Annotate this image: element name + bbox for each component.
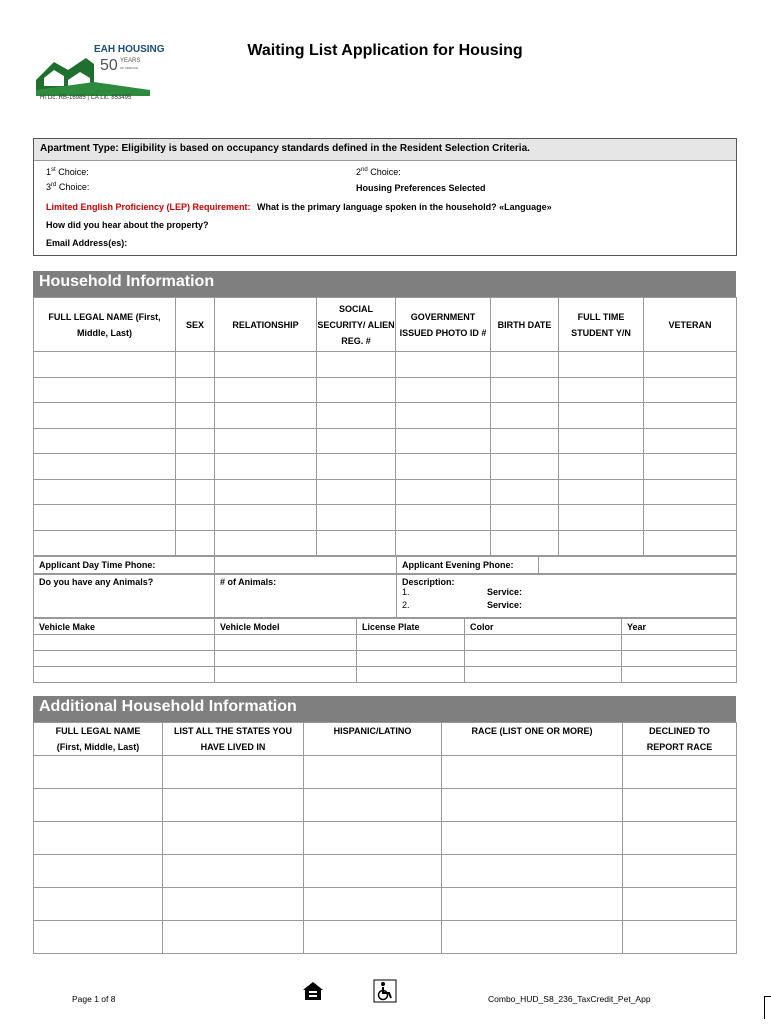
household-header-row <box>34 298 737 352</box>
household-cell[interactable] <box>559 403 644 429</box>
household-cell[interactable] <box>317 530 396 556</box>
page-edge-mark <box>764 996 771 1019</box>
vehicle-cell[interactable] <box>465 635 622 651</box>
lep-requirement <box>46 202 552 212</box>
household-cell[interactable] <box>317 403 396 429</box>
household-cell[interactable] <box>396 479 491 505</box>
household-cell[interactable] <box>491 479 559 505</box>
household-cell[interactable] <box>215 377 317 403</box>
vehicle-cell[interactable] <box>215 667 357 683</box>
vehicle-row <box>34 651 737 667</box>
svg-text:OF SERVICE: OF SERVICE <box>120 66 139 70</box>
additional-cell[interactable] <box>442 822 623 855</box>
household-row <box>34 377 737 403</box>
additional-cell[interactable] <box>304 789 442 822</box>
household-cell[interactable] <box>396 403 491 429</box>
household-row <box>34 530 737 556</box>
svg-text:YEARS: YEARS <box>120 58 141 64</box>
svg-text:50: 50 <box>100 57 118 74</box>
household-cell[interactable] <box>176 403 215 429</box>
additional-table <box>33 722 737 954</box>
additional-cell[interactable] <box>163 822 304 855</box>
household-section <box>33 271 736 683</box>
household-cell[interactable] <box>559 530 644 556</box>
vehicle-cell[interactable] <box>357 651 465 667</box>
household-rows <box>34 352 737 556</box>
household-cell[interactable] <box>215 454 317 480</box>
additional-cell[interactable] <box>623 888 737 921</box>
col-relationship: RELATIONSHIP <box>215 298 317 352</box>
equal-housing-icon <box>302 980 324 1007</box>
household-cell[interactable] <box>491 352 559 378</box>
desc-row-2 <box>402 600 731 613</box>
household-row <box>34 479 737 505</box>
household-cell[interactable] <box>396 505 491 531</box>
household-row <box>34 454 737 480</box>
license-plate-header: License Plate <box>357 619 465 635</box>
household-cell[interactable] <box>644 403 737 429</box>
wheelchair-icon <box>374 980 396 1007</box>
description-label: Description: <box>402 577 455 587</box>
additional-cell[interactable] <box>163 888 304 921</box>
page-number: Page 1 of 8 <box>72 994 116 1004</box>
add-col-declined: DECLINED TO REPORT RACE <box>623 723 737 756</box>
color-header: Color <box>465 619 622 635</box>
desc-row-1 <box>402 587 731 600</box>
additional-cell[interactable] <box>304 756 442 789</box>
vehicle-row <box>34 667 737 683</box>
household-cell[interactable] <box>491 428 559 454</box>
additional-cell[interactable] <box>163 921 304 954</box>
additional-cell[interactable] <box>442 888 623 921</box>
additional-cell[interactable] <box>442 855 623 888</box>
col-student: FULL TIME STUDENT Y/N <box>559 298 644 352</box>
household-cell[interactable] <box>491 530 559 556</box>
household-cell[interactable] <box>644 454 737 480</box>
additional-cell[interactable] <box>34 888 163 921</box>
household-cell[interactable] <box>317 505 396 531</box>
vehicle-table <box>33 618 737 683</box>
household-cell[interactable] <box>491 377 559 403</box>
additional-title: Additional Household Information <box>33 696 736 722</box>
email-field[interactable]: Email Address(es): <box>46 238 128 248</box>
additional-cell[interactable] <box>34 855 163 888</box>
household-cell[interactable] <box>176 454 215 480</box>
vehicle-cell[interactable] <box>465 667 622 683</box>
hear-about-field[interactable]: How did you hear about the property? <box>46 220 209 230</box>
additional-cell[interactable] <box>304 888 442 921</box>
household-cell[interactable] <box>559 454 644 480</box>
vehicle-cell[interactable] <box>465 651 622 667</box>
add-col-race: RACE (LIST ONE OR MORE) <box>442 723 623 756</box>
lep-question: What is the primary language spoken in the household? «Language» <box>257 202 552 212</box>
household-cell[interactable] <box>317 454 396 480</box>
additional-cell[interactable] <box>163 756 304 789</box>
vehicle-cell[interactable] <box>622 667 737 683</box>
household-row <box>34 428 737 454</box>
household-cell[interactable] <box>34 479 176 505</box>
additional-cell[interactable] <box>163 855 304 888</box>
additional-section <box>33 696 736 954</box>
document-id: Combo_HUD_S8_236_TaxCredit_Pet_App <box>488 994 651 1004</box>
additional-cell[interactable] <box>623 756 737 789</box>
household-cell[interactable] <box>396 377 491 403</box>
additional-row <box>34 789 737 822</box>
additional-cell[interactable] <box>34 789 163 822</box>
vehicle-model-header: Vehicle Model <box>215 619 357 635</box>
add-col-hispanic: HISPANIC/LATINO <box>304 723 442 756</box>
household-cell[interactable] <box>396 454 491 480</box>
additional-cell[interactable] <box>34 921 163 954</box>
day-phone-label: Applicant Day Time Phone: <box>34 557 215 574</box>
additional-cell[interactable] <box>623 921 737 954</box>
lep-label: Limited English Proficiency (LEP) Requirement: <box>46 202 251 212</box>
household-cell[interactable] <box>176 352 215 378</box>
household-cell[interactable] <box>317 428 396 454</box>
household-table <box>33 297 737 556</box>
col-sex: SEX <box>176 298 215 352</box>
additional-row <box>34 921 737 954</box>
household-cell[interactable] <box>491 454 559 480</box>
apartment-type-section <box>33 138 737 256</box>
col-photo-id: GOVERNMENT ISSUED PHOTO ID # <box>396 298 491 352</box>
household-cell[interactable] <box>491 505 559 531</box>
household-cell[interactable] <box>176 505 215 531</box>
col-full-name: FULL LEGAL NAME (First, Middle, Last) <box>34 298 176 352</box>
household-row <box>34 352 737 378</box>
household-cell[interactable] <box>644 530 737 556</box>
additional-cell[interactable] <box>304 921 442 954</box>
page-title: Waiting List Application for Housing <box>247 42 523 59</box>
vehicle-row <box>34 635 737 651</box>
additional-cell[interactable] <box>304 822 442 855</box>
household-cell[interactable] <box>396 530 491 556</box>
col-birth-date: BIRTH DATE <box>491 298 559 352</box>
household-cell[interactable] <box>317 377 396 403</box>
add-col-states: LIST ALL THE STATES YOU HAVE LIVED IN <box>163 723 304 756</box>
vehicle-make-header: Vehicle Make <box>34 619 215 635</box>
col-veteran: VETERAN <box>644 298 737 352</box>
num-animals-field[interactable]: # of Animals: <box>215 575 397 618</box>
animal-description-field[interactable] <box>397 575 737 618</box>
contact-table <box>33 556 737 574</box>
household-row <box>34 505 737 531</box>
household-cell[interactable] <box>215 530 317 556</box>
household-cell[interactable] <box>396 352 491 378</box>
year-header: Year <box>622 619 737 635</box>
household-cell[interactable] <box>215 505 317 531</box>
vehicle-cell[interactable] <box>34 667 215 683</box>
vehicle-cell[interactable] <box>622 651 737 667</box>
housing-preferences: Housing Preferences Selected <box>356 183 486 193</box>
household-cell[interactable] <box>317 479 396 505</box>
household-cell[interactable] <box>34 454 176 480</box>
additional-rows <box>34 756 737 954</box>
household-cell[interactable] <box>644 505 737 531</box>
vehicle-cell[interactable] <box>357 667 465 683</box>
household-cell[interactable] <box>176 428 215 454</box>
desc-number-1: 1. <box>402 587 410 597</box>
evening-phone-label: Applicant Evening Phone: <box>397 557 539 574</box>
additional-cell[interactable] <box>623 789 737 822</box>
third-choice-field[interactable]: 3rd Choice: <box>46 182 90 192</box>
vehicle-cell[interactable] <box>622 635 737 651</box>
household-cell[interactable] <box>559 479 644 505</box>
first-choice-field[interactable]: 1st Choice: <box>46 167 89 177</box>
additional-cell[interactable] <box>163 789 304 822</box>
day-phone-input[interactable] <box>215 557 397 574</box>
additional-cell[interactable] <box>442 921 623 954</box>
vehicle-cell[interactable] <box>34 635 215 651</box>
household-cell[interactable] <box>34 377 176 403</box>
household-cell[interactable] <box>644 352 737 378</box>
additional-cell[interactable] <box>442 756 623 789</box>
vehicle-rows <box>34 635 737 683</box>
vehicle-cell[interactable] <box>34 651 215 667</box>
household-row <box>34 403 737 429</box>
household-cell[interactable] <box>34 403 176 429</box>
additional-cell[interactable] <box>34 756 163 789</box>
household-cell[interactable] <box>34 428 176 454</box>
household-cell[interactable] <box>317 352 396 378</box>
household-cell[interactable] <box>176 377 215 403</box>
additional-cell[interactable] <box>304 855 442 888</box>
household-cell[interactable] <box>644 479 737 505</box>
household-cell[interactable] <box>644 377 737 403</box>
service-label-2: Service: <box>487 600 523 610</box>
household-cell[interactable] <box>559 428 644 454</box>
household-cell[interactable] <box>34 505 176 531</box>
col-ssn: SOCIAL SECURITY/ ALIEN REG. # <box>317 298 396 352</box>
vehicle-cell[interactable] <box>215 635 357 651</box>
additional-cell[interactable] <box>34 822 163 855</box>
household-cell[interactable] <box>215 403 317 429</box>
vehicle-cell[interactable] <box>357 635 465 651</box>
additional-header-row <box>34 723 737 756</box>
additional-cell[interactable] <box>442 789 623 822</box>
household-cell[interactable] <box>34 352 176 378</box>
additional-row <box>34 756 737 789</box>
additional-row <box>34 888 737 921</box>
household-cell[interactable] <box>559 505 644 531</box>
desc-number-2: 2. <box>402 600 410 610</box>
additional-cell[interactable] <box>623 855 737 888</box>
second-choice-field[interactable]: 2nd Choice: <box>356 167 401 177</box>
household-cell[interactable] <box>644 428 737 454</box>
household-cell[interactable] <box>215 352 317 378</box>
household-cell[interactable] <box>491 403 559 429</box>
license-text: HI Lic. RB-16985 | CA Lic. 853495 <box>40 95 132 101</box>
household-cell[interactable] <box>396 428 491 454</box>
animals-field[interactable]: Do you have any Animals? <box>34 575 215 618</box>
animals-table <box>33 574 737 618</box>
household-cell[interactable] <box>176 530 215 556</box>
household-cell[interactable] <box>559 352 644 378</box>
household-cell[interactable] <box>176 479 215 505</box>
apartment-type-header: Apartment Type: Eligibility is based on occupancy standards defined in the Resident Selection Criteria. <box>34 139 736 161</box>
svg-text:EAH HOUSING: EAH HOUSING <box>94 44 165 55</box>
household-cell[interactable] <box>559 377 644 403</box>
additional-cell[interactable] <box>623 822 737 855</box>
household-cell[interactable] <box>34 530 176 556</box>
household-cell[interactable] <box>215 428 317 454</box>
vehicle-cell[interactable] <box>215 651 357 667</box>
service-label-1: Service: <box>487 587 523 597</box>
household-cell[interactable] <box>215 479 317 505</box>
household-title: Household Information <box>33 271 736 297</box>
add-col-name: FULL LEGAL NAME (First, Middle, Last) <box>34 723 163 756</box>
evening-phone-input[interactable] <box>539 557 737 574</box>
additional-row <box>34 855 737 888</box>
additional-row <box>34 822 737 855</box>
